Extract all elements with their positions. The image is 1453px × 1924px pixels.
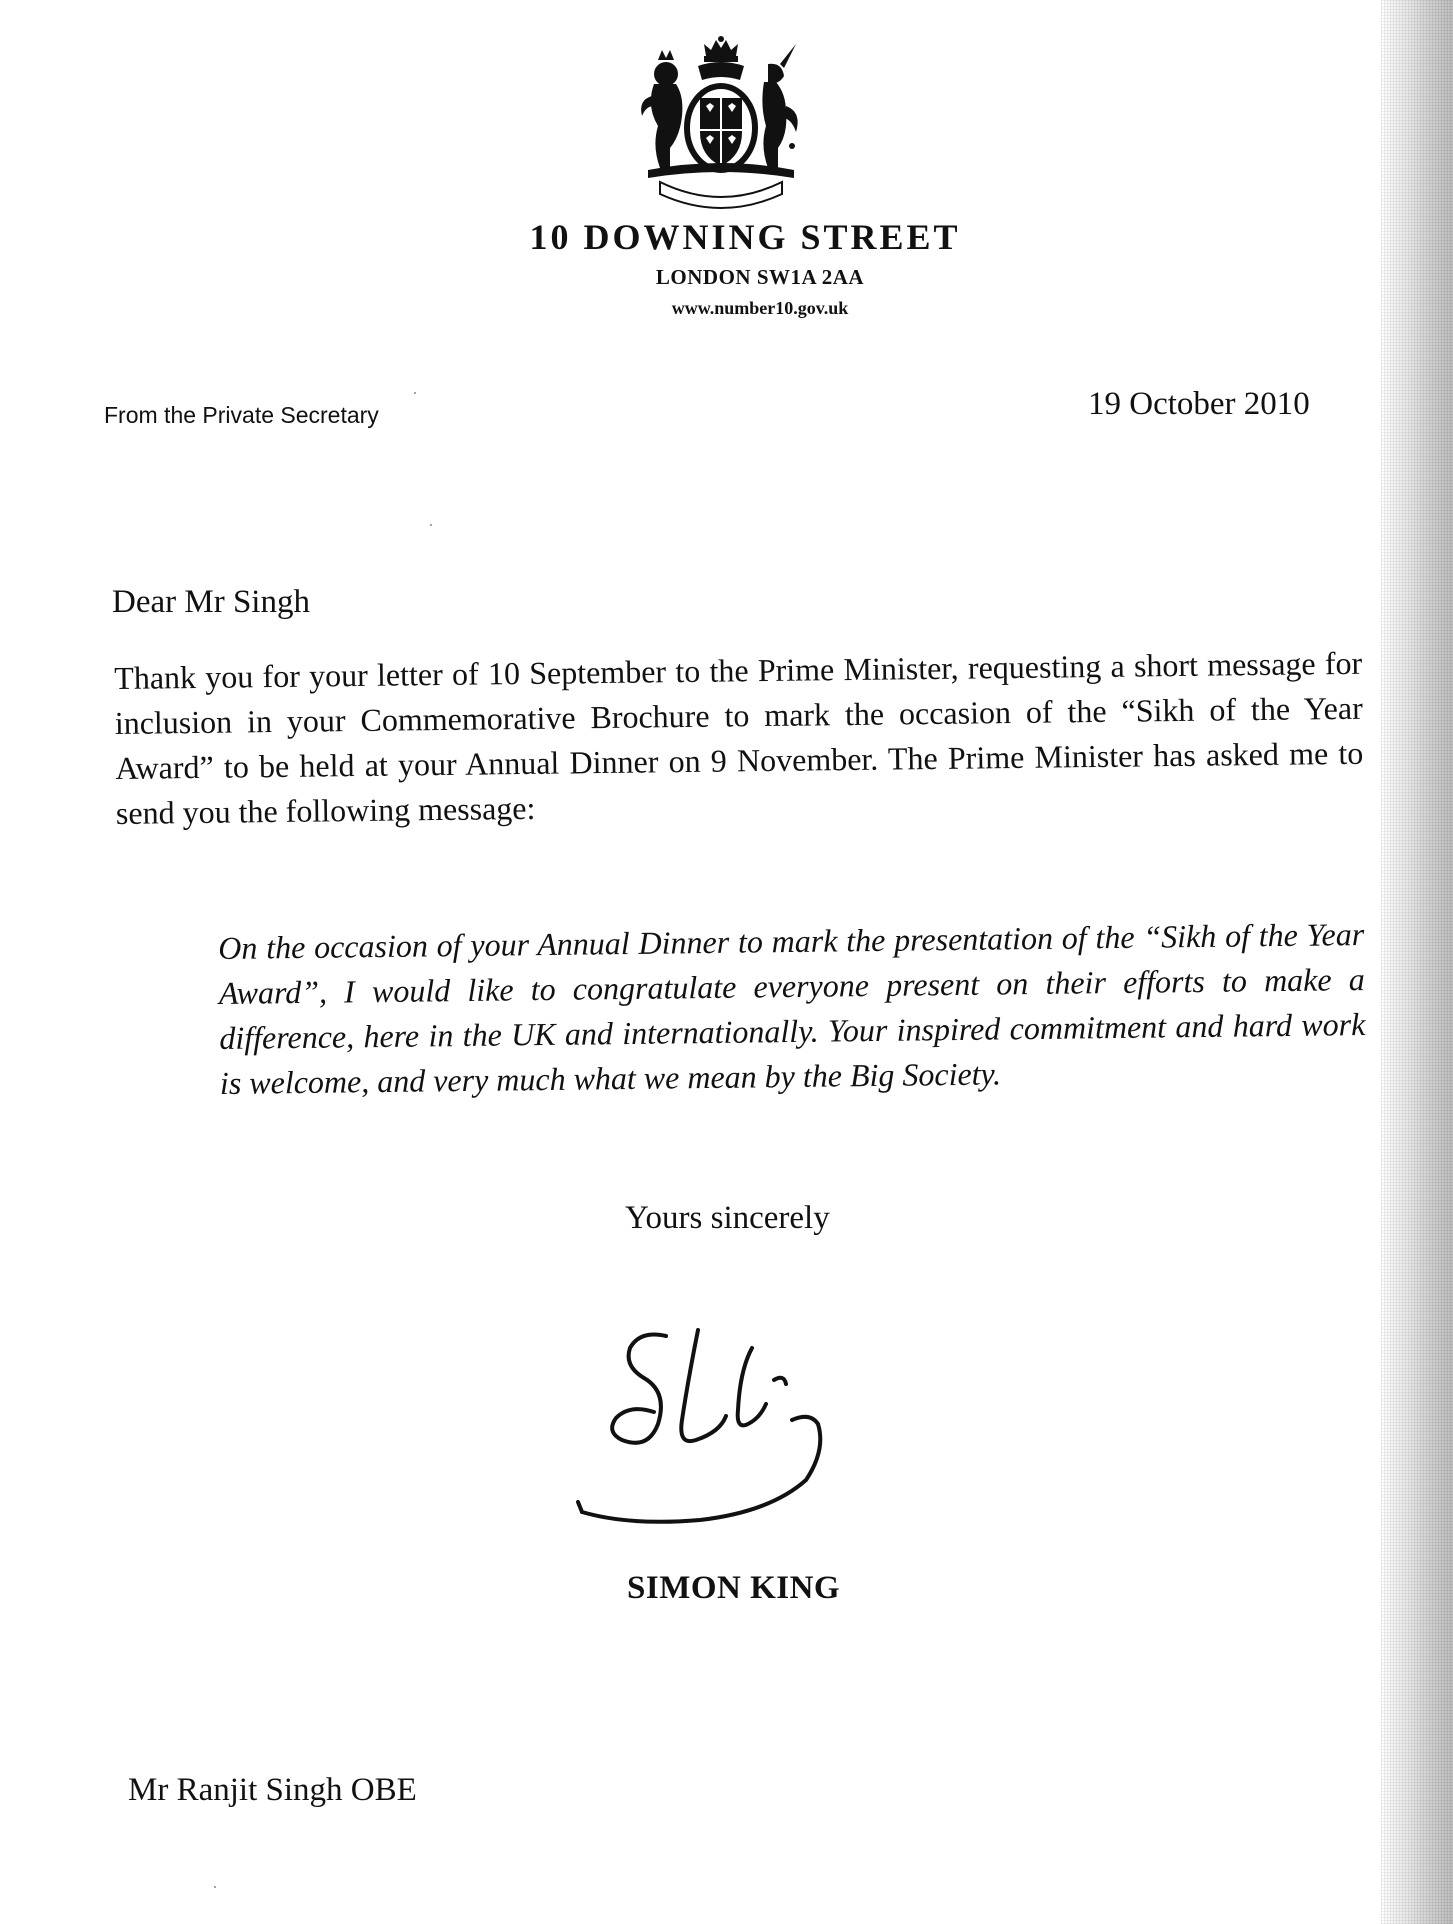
closing-line: Yours sincerely [625, 1200, 830, 1236]
letter-date: 19 October 2010 [1088, 386, 1310, 422]
letterhead-website: www.number10.gov.uk [671, 298, 849, 318]
royal-coat-of-arms-icon [636, 36, 806, 211]
body-paragraph: Thank you for your letter of 10 September to the Prime Minister, requesting a short message for inclusion in your Commemorative Brochure to mark the occasion of the “Sikh of the Year Award” to be held at your Annual Dinner on 9 November. The Prime Minister has asked me to send you the following message: [114, 644, 1364, 831]
signatory-name: SIMON KING [627, 1570, 841, 1606]
scan-speck [214, 1886, 216, 1888]
letterhead [420, 214, 1040, 322]
recipient-name: Mr Ranjit Singh OBE [128, 1772, 417, 1808]
scan-speck [430, 524, 432, 526]
scan-speck [414, 392, 416, 394]
sender-department: From the Private Secretary [104, 402, 379, 428]
handwritten-signature [570, 1300, 870, 1540]
scan-edge-shadow [1381, 0, 1453, 1924]
salutation: Dear Mr Singh [112, 584, 310, 620]
quoted-message: On the occasion of your Annual Dinner to mark the presentation of the “Sikh of the Year Award”, I would like to congratulate everyone present on their efforts to make a difference, here in the UK and internationally. Your inspired commitment and hard work is welcome, and very much what we mean by the Big Society. [218, 915, 1366, 1101]
letterhead-address-line1: 10 DOWNING STREET [529, 217, 961, 257]
letterhead-address-line2: LONDON SW1A 2AA [655, 265, 865, 289]
